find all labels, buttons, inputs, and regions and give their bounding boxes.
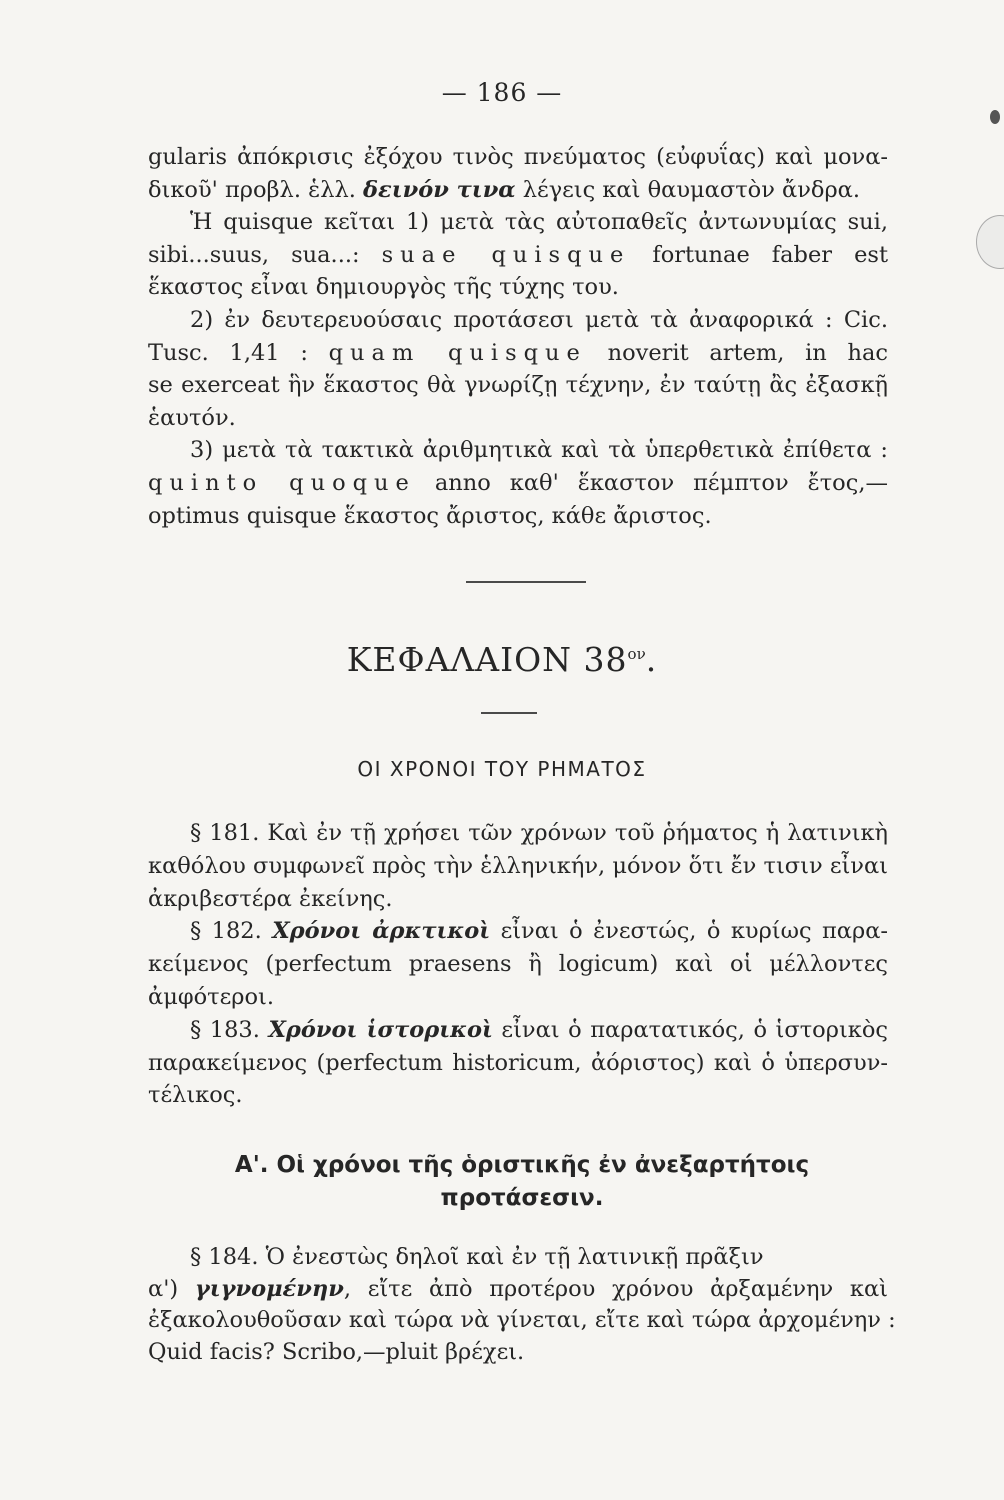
text-line [190,916,888,946]
text-line [148,175,888,205]
chapter-title: ΚΕΦΑΛΑΙΟΝ [346,640,573,679]
text-line [148,272,888,302]
text-run: δικοῦ' προβλ. ἑλλ. [148,176,364,203]
text-line [148,370,888,400]
text-run: 2) ἐν δευτερευούσαις προτάσεσι μετὰ τὰ ἀναφορικά : Cic. [190,307,888,333]
text-run: Ἡ quisque κεῖται 1) μετὰ τὰς αὐτοπαθεῖς ἀντωνυμίας sui, [190,209,888,236]
text-line [148,1337,888,1367]
text-line [148,1305,896,1335]
bold-italic-term: γιγνομένην [194,1275,344,1302]
text-run: λέγεις καὶ θαυμαστὸν ἄνδρα. [515,176,861,203]
text-line [148,949,888,979]
text-line [190,1015,888,1045]
text-line [148,1048,888,1078]
text-line [148,1274,888,1304]
text-line [148,468,888,498]
text-line [148,501,888,531]
divider-bottom [481,712,537,714]
scan-mark-right-edge [976,215,1004,269]
text-run: anno καθ' ἕκαστον πέμπτον ἔτος,— [415,470,888,496]
text-line [148,142,888,172]
text-line [148,884,888,914]
text-run: § 183. [190,1016,269,1043]
text-run: ἑαυτόν. [148,404,236,431]
text-line [148,1080,888,1110]
chapter-dot: . [645,640,658,679]
scan-mark-top-right [990,110,1000,124]
chapter-number-suffix: ον [627,645,646,663]
text-run: ἕκαστος εἶναι δημιουργὸς τῆς τύχης του. [148,274,619,301]
bold-italic-term: Χρόνοι ἀρκτικοὶ [272,918,491,945]
text-run: καθόλου συμφωνεῖ πρὸς τὴν ἑλληνικήν, μόνον ὅτι ἔν τισιν εἶναι [148,852,888,879]
text-run: § 182. [190,918,273,945]
text-run: optimus quisque ἕκαστος ἄριστος, κάθε ἄριστος. [148,502,712,529]
page-number: — 186 — [441,78,563,107]
chapter-heading [0,640,1004,679]
subheading-line-1: Α'. Οἱ χρόνοι τῆς ὁριστικῆς ἐν ἀνεξαρτήτοις [234,1152,810,1178]
text-run: gularis ἀπόκρισις ἐξόχου τινὸς πνεύματος (εὐφυΐας) καὶ μονα- [148,144,888,170]
text-run: se exerceat ἣν ἕκαστος θὰ γνωρίζῃ τέχνην, ἐν ταύτῃ ἂς ἐξασκῇ [148,372,888,399]
text-line [148,851,888,881]
text-run: , εἴτε ἀπὸ προτέρου χρόνου ἀρξαμένην καὶ [343,1275,888,1302]
text-line [148,403,888,433]
text-run: τέλικος. [148,1082,243,1109]
divider-top [466,581,586,583]
bold-italic-term: Χρόνοι ἱστορικοὶ [268,1016,493,1043]
text-run: ἐξακολουθοῦσαν καὶ τώρα νὰ γίνεται, εἴτε καὶ τώρα ἀρχομένην : [148,1307,896,1333]
text-run: 3) μετὰ τὰ τακτικὰ ἀριθμητικὰ καὶ τὰ ὑπερθετικὰ ἐπίθετα : [190,437,888,464]
spaced-example: quinto quoque [148,470,416,496]
bold-italic-term: δεινόν τινα [363,176,516,203]
text-line [190,435,888,465]
text-run: ἀκριβεστέρα ἐκείνης. [148,885,393,912]
subheading-line-2: προτάσεσιν. [440,1185,604,1211]
spaced-example: quam quisque [328,339,587,366]
text-line [190,305,888,335]
text-line [190,818,888,848]
text-run: κείμενος (perfectum praesens ἢ logicum) καὶ οἱ μέλλοντες [148,951,888,978]
text-run: εἶναι ὁ παρατατικός, ὁ ἱστορικὸς [492,1016,888,1043]
chapter-number: 38 [583,640,628,679]
text-line [148,338,888,368]
text-run: παρακείμενος (perfectum historicum, ἀόριστος) καὶ ὁ ὑπερσυν- [148,1049,888,1076]
text-run: § 184. Ὁ ἐνεστὼς δηλοῖ καὶ ἐν τῇ λατινικῇ πρᾶξιν [190,1244,764,1270]
text-run: εἶναι ὁ ἐνεστώς, ὁ κυρίως παρα- [490,918,888,945]
text-run: α') [148,1275,195,1302]
text-run: noverit artem, in hac [586,339,888,366]
text-run: Tusc. 1,41 : [148,339,329,366]
spaced-example: suae quisque [381,241,631,268]
text-line [148,982,888,1012]
text-run: fortunae faber est [630,241,888,268]
text-run: sibi...suus, sua...: [148,241,382,268]
section-title: ΟΙ ΧΡΟΝΟΙ ΤΟΥ ΡΗΜΑΤΟΣ [357,757,647,781]
text-line [190,1242,888,1272]
text-line [190,207,888,237]
text-run: Quid facis? Scribo,—pluit βρέχει. [148,1338,525,1365]
text-run: § 181. Καὶ ἐν τῇ χρήσει τῶν χρόνων τοῦ ῥήματος ἡ λατινικὴ [190,820,888,846]
text-run: ἀμφότεροι. [148,984,274,1010]
text-line [148,240,888,270]
